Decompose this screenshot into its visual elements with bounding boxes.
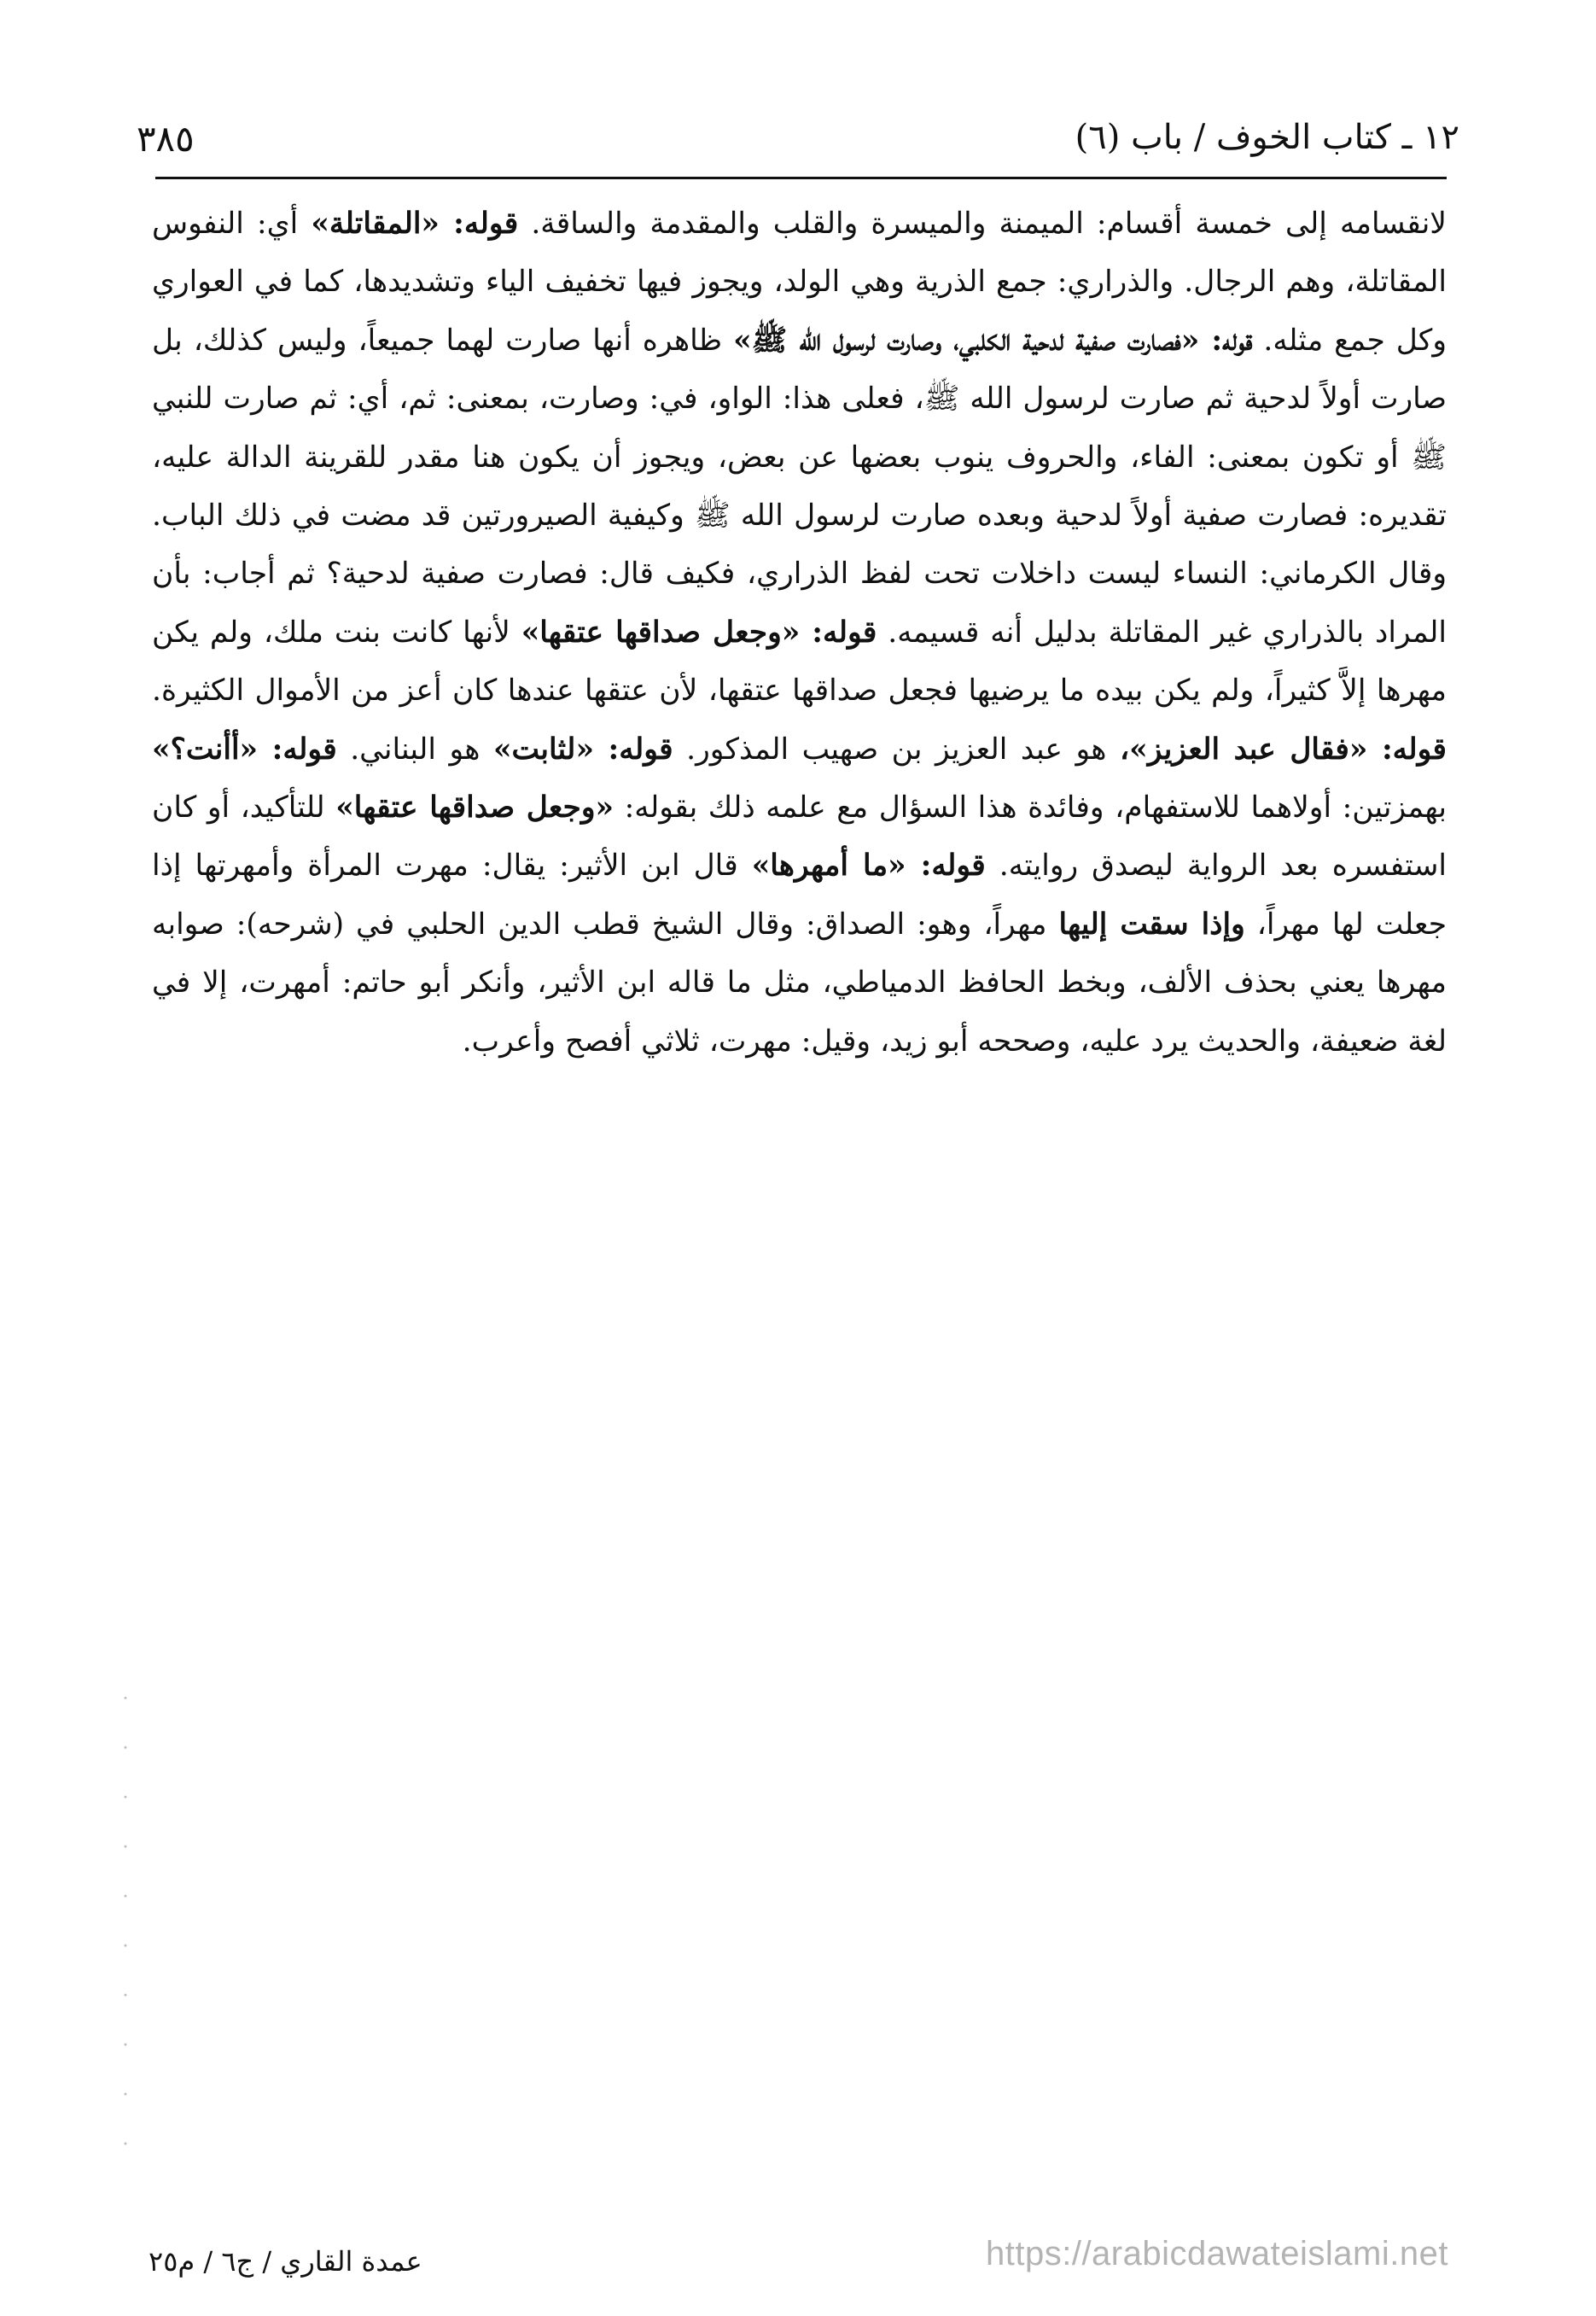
text-segment: مهراً، وهو: الصداق: وقال الشيخ قطب الدين الحلبي في (شرحه): صوابه مهرها يعني بحذف الألف، وبخط الحافظ الدمياطي، مثل ما قاله ابن الأثير، وأنكر أبو حاتم: أمهرت، إلا في لغة ضعيفة، والحديث يرد عليه، وصححه أبو زيد، وقيل: مهرت، ثلاثي أفصح وأعرب.: [152, 907, 1447, 1059]
scan-artifact-dots: [123, 1673, 128, 2151]
bold-quote: قوله: «لثابت»: [492, 732, 673, 767]
bold-quote: «وجعل صداقها عتقها»: [335, 790, 615, 825]
text-segment: هو البناني.: [350, 732, 481, 767]
text-segment: لانقسامه إلى خمسة أقسام: الميمنة والميسرة والقلب والمقدمة والساقة.: [531, 207, 1447, 241]
page-header: [137, 109, 1459, 169]
text-segment: لأنها كانت بنت ملك، ولم يكن مهرها إلاَّ كثيراً، ولم يكن بيده ما يرضيها فجعل صداقها عتقها، لأن عتقها عندها كان أعز من الأموال الكثيرة.: [152, 615, 1447, 709]
header-divider: [155, 177, 1447, 179]
bold-phrase: وإذا سقت إليها: [1058, 907, 1245, 942]
text-segment: أي: النفوس المقاتلة، وهم الرجال. والذراري: جمع الذرية وهي الولد، ويجوز فيها تخفيف الياء وتشديدها، كما في العواري وكل جمع مثله.: [152, 207, 1447, 358]
text-segment: قال ابن الأثير: يقال: مهرت المرأة وأمهرتها إذا جعلت لها مهراً،: [152, 849, 1447, 942]
commentary-text: [152, 195, 1447, 1070]
page-number: ٣٨٥: [137, 118, 195, 160]
bold-quote: قوله: «أأنت؟»: [152, 732, 337, 767]
text-segment: ظاهره أنها صارت لهما جميعاً، وليس كذلك، بل صارت أولاً لدحية ثم صارت لرسول الله ﷺ، فعلى هذا: الواو، في: وصارت، بمعنى: ثم، أي: ثم صارت للنبي ﷺ أو تكون بمعنى: الفاء، والحروف ينوب بعضها عن بعض، ويجوز أن يكون هنا مقدر للقرينة الدالة عليه، تقديره: فصارت صفية أولاً لدحية وبعده صارت لرسول الله ﷺ وكيفية الصيرورتين قد مضت في ذلك الباب. وقال الكرماني: النساء ليست داخلات تحت لفظ الذراري، فكيف قال: فصارت صفية لدحية؟ ثم أجاب: بأن المراد بالذراري غير المقاتلة بدليل أنه قسيمه.: [152, 323, 1447, 650]
bold-quote: قوله: «ما أمهرها»: [751, 849, 986, 884]
text-segment: بهمزتين: أولاهما للاستفهام، وفائدة هذا السؤال مع علمه ذلك بقوله:: [624, 790, 1447, 825]
bold-quote: قوله: «فقال عبد العزيز»،: [1120, 732, 1447, 767]
footer-reference: عمدة القاري / ج٦ / م٢٥: [149, 2245, 422, 2278]
bold-quote: قوله: «فصارت صفية لدحية الكلبي، وصارت لرسول الله ﷺ»: [733, 323, 1253, 358]
watermark-url: https://arabicdawateislami.net: [986, 2235, 1448, 2272]
bold-quote: قوله: «المقاتلة»: [311, 207, 519, 241]
text-segment: للتأكيد، أو كان استفسره بعد الرواية ليصدق روايته.: [152, 790, 1447, 884]
text-segment: هو عبد العزيز بن صهيب المذكور.: [686, 732, 1107, 767]
bold-quote: قوله: «وجعل صداقها عتقها»: [521, 615, 877, 650]
running-title: ١٢ ـ كتاب الخوف / باب (٦): [1075, 118, 1459, 157]
